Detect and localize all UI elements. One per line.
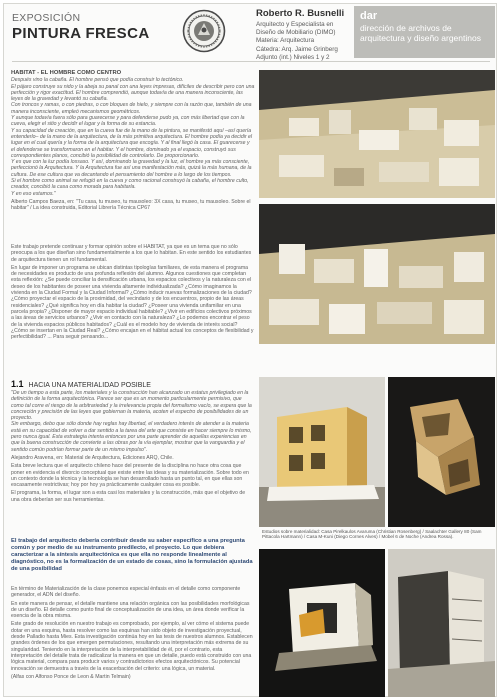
paragraph: Si el hombre como animal se refugió en la cueva y como racional construyó la cabaña, el hombre culto, creador, concibió la casa como morada para habitarla. (11, 178, 249, 191)
wooden-model-photo (388, 377, 495, 527)
section-heading-materialidad (11, 379, 255, 389)
paragraph: En lugar de imponer un programa se ubican distintas tipologías familiares, de esta manera el programa de necesidades es producto de una profunda reflexión del alumno. Algunos cuestiones que completan esta reflexión: ¿Se puede conciliar la densificación urbana, los espacios colectivos y la naturaleza con el deseo de los habitantes de poseer una vivienda altamente individualizada? ¿Cómo imaginamos la vivienda en la Ciudad Formal y la Ciudad Informal? ¿Cómo inducir nuevas formalizaciones de la ciudad? ¿Cómo proyectar el espacio de la proximidad, del vecindario y de los encuentros, propio de las áreas residenciales? ¿Qué significa hoy en día habitar la ciudad? ¿Poseer una vivienda unifamiliar en una parcela propia? ¿Disponer de mayor espacio individual habitable? ¿Vivir en edificios colectivos próximos a las áreas de servicios urbanos? ¿Vivir en contacto con la naturaleza? ¿Lo podemos encontrar el peso de la vivienda espacios públicos habitados? ¿Cuál es el modelo hoy de vivienda de interés social? ¿Cómo se insertan en la Ciudad Real? ¿Cómo encajan en el hábitat actual los conceptos de flexibilidad y perfectibilidad? ... Para seguir pensando... (11, 264, 254, 341)
paragraph: En este manera de pensar, el detalle mantiene una relación orgánica con las posibilidades morfológicas de un diseño. El detalle como punto final de conceptualización de una idea, un área donde verificar la esencia de la obra misma. (11, 600, 250, 620)
section-heading: HABITAT - EL HOMBRE COMO CENTRO (11, 70, 122, 76)
citation: (Alfas con Alfonso Ponce de Leon & Martin Telmain) (11, 673, 131, 680)
highlight-statement: El trabajo del arquitecto debería contribuir desde su saber específico a una pregunta común y por medio de su instrumento predilecto, el proyecto. Lo que debiera caracterizar a la síntesis arquitectónica es que ella no responde linealmente al diagnóstico, no es la formalización de un estado de cosas, sino la formulación ajustada de una posibilidad (11, 538, 253, 572)
author-line: Diseño de Mobiliario (DIMO) (256, 29, 336, 37)
paragraph: En término de Materialización de la clase ponemos especial énfasis en el detalle como componente generador, el ADN del diseño. (11, 586, 241, 599)
exhibition-label: EXPOSICIÓN (12, 12, 81, 24)
paragraph: Y su capacidad de creación, que en la cueva fue de la mano de la pintura, se manifestó aquí –así quería entenderlo– de la mano de la arquitectura, de la más primitiva arquitectura. El hombre podía ya decidir el lugar en el cual quería y la forma de la arquitectura que escogía. Y al final llegó la casa. El guarecerse y el defenderse se transformaron en el habitar. Y el hombre, dominado ya el espacio, construyó sus correspondientes planos, concibió la posibilidad de controlarlo. De proporcionarlo. (11, 127, 253, 159)
dark-model-photo (259, 549, 385, 697)
site-model-photo-2 (259, 204, 495, 344)
building-model-photo (388, 549, 495, 697)
dar-subtitle: dirección de archivos de arquitectura y diseño argentinos (360, 23, 481, 43)
images-caption: Estudios sobre materialidad: Casa Pirelkaulos Avaruma (Christian Rosenberg) / Saalachter Gallery 80 (Sam Pittacola Hartmann) / Casa M-Kuni (Diego Cornes Alves) / Mobel 6 de Noche (Andrea Rossa). (262, 529, 482, 540)
section-program (11, 244, 255, 374)
paragraph: Después vino la cabaña. El hombre pensó que podía construir lo tectónico. (11, 77, 184, 84)
exhibition-title: PINTURA FRESCA (12, 25, 150, 42)
author-block (256, 8, 356, 62)
dar-logo-text: dar (360, 10, 378, 22)
section-title: HACIA UNA MATERIALIDAD POSIBLE (28, 382, 151, 389)
paragraph: Y es que con la luz podía lossaso. Y así, dominando la gravedad y la luz, el hombre ya más consciente, perfeccionó la Arquitectura. Y la Arquitectura fue así una manifestación más, quizá la más humana, de la cultura. De ese cultura que va decantando el pensamiento del hombre a lo largo de los tiempos. (11, 159, 252, 178)
section-detalle (11, 586, 255, 694)
paragraph: Con troncos y ramas, o con piedras, o con bloques de hielo, y siempre con la razón que, también de una manera inconsciente, empleó mecanismos geométricos. (11, 102, 252, 115)
paragraph: Esta breve lectura que el arquitecto chileno hace del presente de la disciplina no hace otra cosa que poner en evidencia el divorcio conceptual que existe entre las ideas y su materialización. Sobre todo en un contexto donde la técnica y la tecnología se han desarrollado hasta un punto tal, en que ellas son escasamente restrictivas; hoy por hoy ya prácticamente cualquier cosa es posible. (11, 463, 249, 489)
site-model-photo-1 (259, 70, 495, 198)
model-building-photo (259, 377, 385, 527)
paragraph: El programa, la forma, el lugar son a esta casi los materiales y la construcción, más que el objetivo de una obra deberían ser sus herramientas. (11, 490, 246, 503)
author-name: Roberto R. Busnelli (256, 8, 345, 19)
panel-header (4, 4, 496, 62)
header-divider (12, 61, 490, 62)
university-seal-icon (182, 9, 226, 53)
author-line: Cátedra: Arq. Jaime Grinberg (256, 45, 338, 53)
paragraph: Y aunque todavía fuera sólo para guarecerse y para defenderse pudo ya, con más libertad que con la cueva, elegir el sitio y decidir el lugar y la forma de su estancia. (11, 115, 245, 128)
section-habitat (11, 70, 255, 230)
author-line: Materia: Arquitectura (256, 37, 315, 45)
paragraph: "De un tiempo a esta parte, los materiales y la construcción han alcanzado un estatus privilegiado en la definición de la forma arquitectónica. Parece ser que es un momento particularmente permisivo, que como tal corre el riesgo de la arbitrariedad y la irrelevancia propia del formalismo vacío, se espera que la concreción y precisión de las leyes que gobiernan la materia, acoten el espectro de posibilidades de un proyecto. (11, 390, 252, 422)
paragraph: Este trabajo pretende continuar y formar opinión sobre el HABITAT, ya que es un tema que no sólo preocupa a los que diseñan sino fundamentalmente a los que lo habitan. En este sentido los estudiantes de arquitectura tienen un rol fundamental. (11, 244, 252, 263)
section-number: 1.1 (11, 379, 24, 389)
exhibition-title-block (12, 12, 172, 56)
paragraph: Sin embargo, debo que sólo donde hay reglas hay libertad, el verdadero interés de atender a la materia está en su capacidad de volver a dar sentido a la tarea del arte que consiste en hacer siempre lo mismo, pero nunca igual. Esta estrategia intenta entonces por una parte aprender de aquellas experiencias en que la buena construcción de convierte a las obras por la vía ejemplar, mostrar que la vanguardia y el sentido común podrían formar parte de un mismo impulso". (11, 421, 252, 453)
section-materialidad (11, 390, 255, 536)
author-line: Adjunto (int.) Niveles 1 y 2 (256, 53, 330, 61)
citation: Alberto Campos Baeza, en: "Tu casa, tu museo, tu mausoleo: 3X casa, tu museo, tu mausoleo. Sobre el habitar" / La idea construida, Editorial Librería Técnica CP67 (11, 198, 251, 212)
author-line: Arquitecto y Especialista en (256, 21, 334, 28)
exhibition-panel (3, 3, 497, 697)
citation: Alejandro Aravena, en: Material de Arquitectura, Ediciones ARQ, Chile. (11, 454, 174, 461)
paragraph: El pájaro construye su nido y la abeja su panal con una leyes impresas, difíciles de describir pero con una perfección y rigor exactitud. El hombre comprendió, aunque todavía de una manera inconsciente, las leyes de la gravedad y levantó su cabaña. (11, 83, 255, 103)
paragraph: Este grado de resolución en nuestro trabajo es comprobado, por ejemplo, al ver cómo el sistema puede dotar en una esquina, hasta resolver como las esquinas han sido objeto de investigación proyectual, desde Palladio hasta Mies. Esta investigación continúa hoy en las tesis de nuestros alumnos. Establecen grandes órdenes de los que emergen permutaciones, resultando una interpretación más extrema de su singularidad. Teniendo en la interpretación de la interpretabilidad de él, por el contrario, esta interpretación del detalle trata de radicalizar la manera en que un detalle, puedo está construido con una lógica material, compara para producir varios y contradictorios efectos arquitectónicos. Su potencial innovación se demuestra a través de la exacerbación del criterio: una lógica, un material. (11, 621, 253, 672)
paragraph: Y en eso estamos." (11, 190, 56, 197)
dar-logo-block (354, 6, 495, 58)
